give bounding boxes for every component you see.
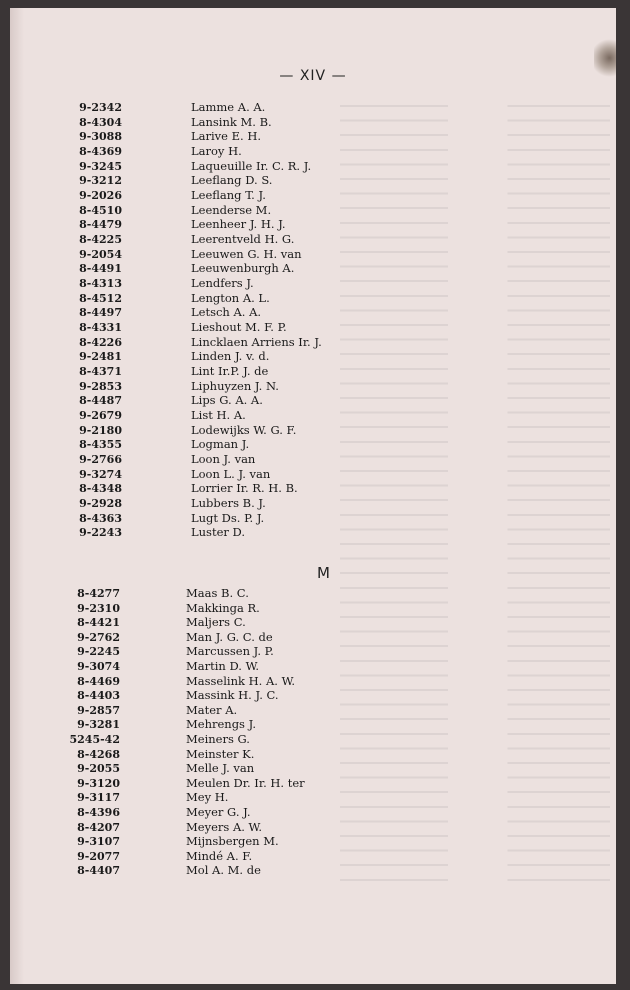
person-name: Maljers C. [186, 615, 246, 630]
phone-number: 8-4403 [77, 689, 120, 703]
list-item [10, 217, 616, 232]
phone-number: 8-4277 [77, 587, 120, 600]
list-item [10, 100, 616, 115]
phone-number: 9-2245 [77, 645, 120, 659]
list-item [10, 615, 616, 630]
list-item [10, 820, 616, 835]
person-name: Leerentveld H. G. [191, 232, 295, 247]
person-name: Massink H. J. C. [186, 688, 279, 703]
phone-number: 8-4313 [79, 277, 122, 291]
person-name: Mey H. [186, 790, 229, 805]
list-item [10, 452, 616, 467]
list-item [10, 408, 616, 423]
person-name: Meyer G. J. [186, 805, 251, 819]
person-name: Leeflang T. J. [191, 188, 266, 203]
person-name: Makkinga R. [186, 600, 260, 615]
person-name: Meiners G. [186, 732, 250, 746]
person-name: Mijnsbergen M. [186, 834, 279, 849]
phone-number: 9-2766 [79, 453, 122, 467]
phone-number: 9-3120 [77, 776, 120, 790]
person-name: Larive E. H. [191, 129, 262, 144]
phone-number: 8-4369 [79, 145, 122, 158]
list-item [10, 232, 616, 247]
person-name: Leeuwen G. H. van [191, 246, 302, 261]
person-name: Meyers A. W. [186, 819, 263, 834]
list-item [10, 834, 616, 849]
list-item [10, 159, 616, 174]
list-item [10, 703, 616, 718]
phone-number: 9-2679 [79, 409, 122, 423]
list-item [10, 276, 616, 291]
phone-number: 8-4469 [77, 674, 120, 688]
phone-number: 8-4487 [79, 394, 122, 408]
person-name: Mehrengs J. [186, 717, 256, 732]
list-item [10, 630, 616, 645]
phone-number: 8-4491 [79, 262, 122, 276]
list-item [10, 717, 616, 732]
list-item [10, 437, 616, 452]
phone-number: 9-2055 [77, 762, 120, 776]
person-name: Meulen Dr. Ir. H. ter [186, 775, 305, 790]
phone-number: 9-2342 [79, 101, 122, 114]
list-item [10, 144, 616, 159]
list-item [10, 659, 616, 674]
person-name: Mater A. [186, 702, 238, 717]
phone-number: 8-4348 [79, 482, 122, 496]
list-item [10, 320, 616, 335]
list-item [10, 790, 616, 805]
person-name: Lansink M. B. [191, 114, 272, 129]
person-name: Lips G. A. A. [191, 393, 263, 408]
list-item [10, 364, 616, 379]
person-name: Linden J. v. d. [191, 349, 270, 364]
person-name: Martin D. W. [186, 659, 260, 673]
list-item [10, 173, 616, 188]
phone-number: 8-4421 [77, 616, 120, 630]
phone-number: 8-4207 [77, 820, 120, 834]
person-name: Maas B. C. [186, 586, 249, 600]
phone-number: 5245-42 [69, 733, 120, 746]
list-item [10, 496, 616, 511]
phone-number: 8-4497 [79, 306, 122, 320]
person-name: Mol A. M. de [186, 863, 261, 878]
person-name: Loon J. van [191, 452, 256, 467]
list-item [10, 805, 616, 820]
list-item [10, 188, 616, 203]
phone-number: 9-2928 [79, 497, 122, 511]
phone-number: 9-3117 [77, 791, 120, 805]
list-item [10, 305, 616, 320]
list-item [10, 129, 616, 144]
person-name: Lamme A. A. [191, 100, 266, 114]
person-name: Liphuyzen J. N. [191, 378, 279, 393]
person-name: Leenderse M. [191, 202, 272, 217]
phone-number: 8-4396 [77, 806, 120, 819]
list-item [10, 525, 616, 540]
person-name: Marcussen J. P. [186, 644, 274, 659]
phone-number: 9-2026 [79, 189, 122, 203]
list-item [10, 776, 616, 791]
phone-number: 8-4225 [79, 233, 122, 247]
page-number: — XIV — [279, 68, 347, 84]
person-name: Man J. G. C. de [186, 629, 273, 644]
phone-number: 8-4355 [79, 438, 122, 452]
phone-number: 8-4331 [79, 321, 122, 335]
person-name: Leenheer J. H. J. [191, 217, 286, 232]
list-item [10, 203, 616, 218]
person-name: Leeflang D. S. [191, 173, 273, 188]
phone-number: 9-2762 [77, 630, 120, 644]
list-item [10, 674, 616, 689]
person-name: Meinster K. [186, 746, 255, 761]
phone-number: 9-2853 [79, 379, 122, 393]
person-name: Lieshout M. F. P. [191, 320, 287, 335]
person-name: Luster D. [191, 525, 245, 540]
phone-number: 8-4512 [79, 291, 122, 305]
phone-number: 9-3107 [77, 835, 120, 849]
list-item [10, 349, 616, 364]
phone-number: 8-4226 [79, 335, 122, 349]
phone-number: 9-3274 [79, 467, 122, 481]
list-item [10, 747, 616, 762]
list-item [10, 863, 616, 878]
section-heading-m: M [317, 564, 330, 582]
list-item [10, 423, 616, 438]
list-item [10, 393, 616, 408]
person-name: Lodewijks W. G. F. [191, 422, 297, 437]
phone-number: 9-2481 [79, 350, 122, 364]
list-item [10, 644, 616, 659]
person-name: Masselink H. A. W. [186, 673, 296, 688]
list-item [10, 761, 616, 776]
phone-number: 8-4363 [79, 511, 122, 525]
person-name: Laqueuille Ir. C. R. J. [191, 158, 312, 173]
phone-number: 8-4371 [79, 365, 122, 379]
phone-number: 9-3088 [79, 130, 122, 144]
person-name: Logman J. [191, 437, 250, 452]
phone-number: 8-4304 [79, 115, 122, 129]
list-item [10, 849, 616, 864]
phone-number: 8-4510 [79, 203, 122, 217]
list-item [10, 688, 616, 703]
list-item [10, 247, 616, 262]
phone-number: 9-2243 [79, 526, 122, 540]
person-name: Lubbers B. J. [191, 496, 266, 511]
phone-number: 9-2077 [77, 849, 120, 863]
phone-number: 9-2857 [77, 703, 120, 717]
person-name: Melle J. van [186, 761, 255, 776]
phone-number: 9-3074 [77, 660, 120, 673]
phone-number: 9-2180 [79, 423, 122, 437]
phone-number: 8-4479 [79, 218, 122, 232]
person-name: Lendfers J. [191, 276, 254, 291]
person-name: Loon L. J. van [191, 466, 271, 481]
phone-number: 9-2054 [79, 247, 122, 261]
person-name: Letsch A. A. [191, 305, 262, 320]
list-item [10, 601, 616, 616]
list-item [10, 467, 616, 482]
person-name: Leeuwenburgh A. [191, 261, 295, 276]
list-item [10, 115, 616, 130]
person-name: Lugt Ds. P. J. [191, 510, 265, 525]
list-item [10, 732, 616, 747]
list-item [10, 586, 616, 601]
person-name: List H. A. [191, 408, 246, 423]
list-item [10, 481, 616, 496]
document-page [10, 8, 616, 984]
list-item [10, 379, 616, 394]
phone-number: 9-3281 [77, 718, 120, 732]
person-name: Lengton A. L. [191, 290, 270, 305]
phone-number: 9-2310 [77, 601, 120, 615]
phone-number: 9-3245 [79, 159, 122, 173]
list-item [10, 261, 616, 276]
list-item [10, 291, 616, 306]
person-name: Lint Ir.P. J. de [191, 364, 269, 379]
list-item [10, 511, 616, 526]
phone-number: 8-4407 [77, 864, 120, 878]
phone-number: 8-4268 [77, 747, 120, 761]
person-name: Lincklaen Arriens Ir. J. [191, 334, 322, 349]
phone-number: 9-3212 [79, 174, 122, 188]
person-name: Lorrier Ir. R. H. B. [191, 481, 298, 496]
list-item [10, 335, 616, 350]
person-name: Mindé A. F. [186, 848, 253, 863]
person-name: Laroy H. [191, 144, 242, 158]
